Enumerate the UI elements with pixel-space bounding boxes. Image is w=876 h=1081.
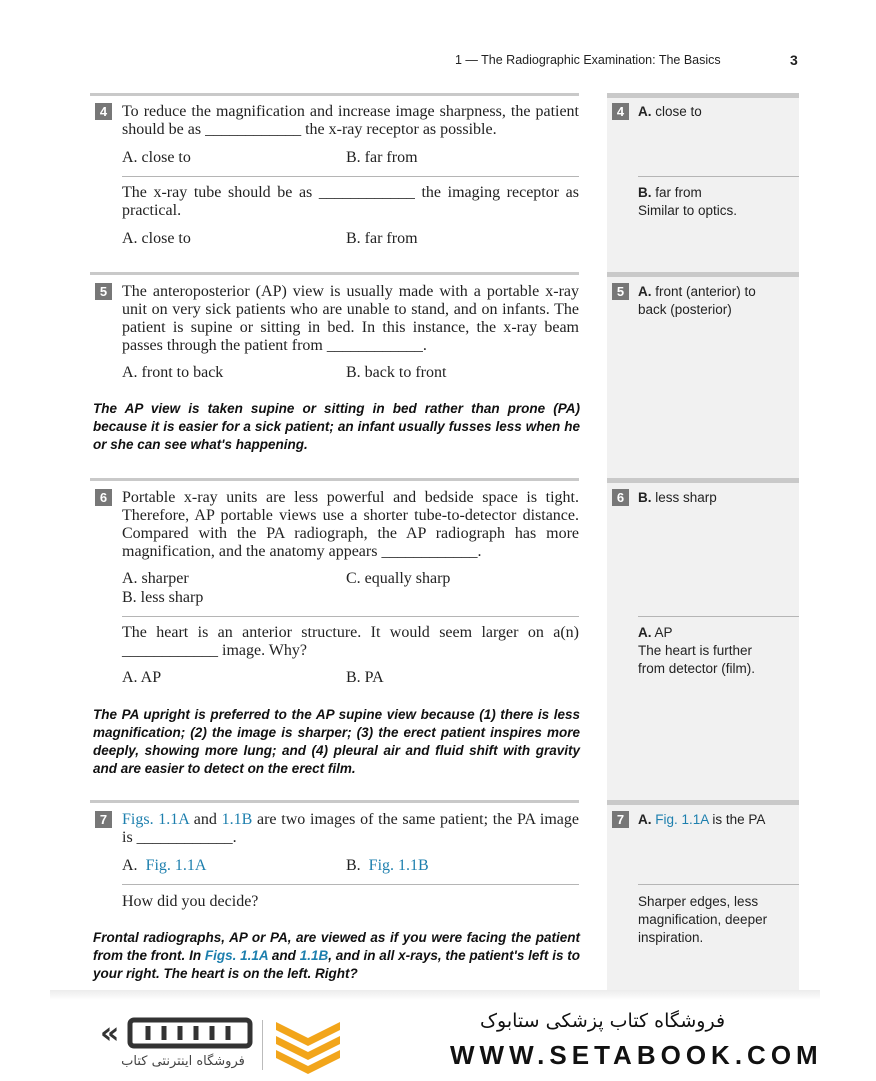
a7-answer-link[interactable]: Fig. 1.1A: [655, 812, 709, 827]
store-name: فروشگاه کتاب پزشکی ستابوک: [480, 1010, 726, 1032]
q6-divider: [122, 616, 579, 617]
q5-stem: The anteroposterior (AP) view is usually made with a portable x-ray unit on very sick patients who are unable to stand, and on infants. The patient is supine or sitting in bed. In this instance, the x-ray beam passes through the patient from ____________.: [122, 283, 579, 354]
a5-answer-text: front (anterior) to back (posterior): [638, 284, 756, 317]
fig-1-1b-link[interactable]: 1.1B: [221, 811, 253, 828]
q5-option-b: B. back to front: [346, 364, 447, 381]
q7-stem-and: and: [188, 811, 222, 828]
a5-top-rule: [607, 272, 799, 277]
a4-answer-2-letter: B.: [638, 185, 652, 200]
q7-explanation-link-a[interactable]: Figs. 1.1A: [204, 948, 269, 963]
answer-column: [607, 93, 799, 993]
q7-explanation-link-b[interactable]: 1.1B: [299, 948, 329, 963]
q4-divider: [122, 176, 579, 177]
q6-2-option-a: A. AP: [122, 669, 162, 686]
q5-number-badge: 5: [95, 283, 112, 300]
q7-option-a-prefix: A.: [122, 857, 146, 874]
q7-option-a-link[interactable]: Fig. 1.1A: [145, 857, 207, 874]
a7-top-rule: [607, 800, 799, 805]
a4-answer-2-text: far from: [651, 185, 702, 200]
q4-2-option-a: A. close to: [122, 230, 191, 247]
q7-explanation-2: , and in all x-rays, the patient's left is to your right. The heart is on the left. Right?: [93, 948, 580, 981]
a4-answer-2: [638, 184, 702, 202]
q6-2-option-b: B. PA: [346, 669, 384, 686]
q4-option-a: A. close to: [122, 149, 191, 166]
a6-divider: [638, 616, 799, 617]
q5-option-a: A. front to back: [122, 364, 224, 381]
a7-number-badge: 7: [612, 811, 629, 828]
q7-explanation-1: Frontal radiographs, AP or PA, are viewed as if you were facing the patient from the front. In: [93, 930, 580, 963]
q5-explanation: The AP view is taken supine or sitting in bed rather than prone (PA) because it is easier for a sick patient; an infant usually fusses less when he or she can see what's happening.: [93, 401, 580, 452]
q6-stem-2: The heart is an anterior structure. It would seem larger on a(n) ____________ image. Why?: [122, 624, 579, 659]
q7-option-b: [346, 857, 429, 875]
q4-option-b: B. far from: [346, 149, 418, 166]
a6-answer-2-letter: A.: [638, 625, 652, 640]
a6-answer-1: [638, 489, 717, 507]
a7-answer-2-note: Sharper edges, less magnification, deeper inspiration.: [638, 894, 768, 945]
a7-answer-letter: A.: [638, 812, 652, 827]
a4-answer-2-note: Similar to optics.: [638, 203, 738, 218]
a4-divider: [638, 176, 799, 177]
a4-answer-1-letter: A.: [638, 104, 652, 119]
a6-top-rule: [607, 478, 799, 483]
fig-1-1a-link[interactable]: Figs. 1.1A: [122, 811, 189, 828]
q4-stem-2: The x-ray tube should be as ____________ the imaging receptor as practical.: [122, 184, 579, 219]
a4-answer-1-text: close to: [651, 104, 702, 119]
svg-text:«: «: [100, 1016, 120, 1051]
a6-answer-1-text: less sharp: [651, 490, 717, 505]
a4-answer-1: [638, 103, 702, 121]
q4-top-rule: [90, 93, 579, 96]
q4-2-option-b: B. far from: [346, 230, 418, 247]
setabook-logo-subtitle: فروشگاه اینترنتی کتاب: [121, 1054, 245, 1069]
q7-option-b-link[interactable]: Fig. 1.1B: [368, 857, 429, 874]
q4-number-badge: 4: [95, 103, 112, 120]
a7-divider: [638, 884, 799, 885]
a6-answer-2-note: The heart is further from detector (film).: [638, 643, 756, 676]
a5-number-badge: 5: [612, 283, 629, 300]
q7-explanation-and: and: [268, 948, 300, 963]
footer-shadow: [50, 990, 820, 1000]
a7-answer: [638, 811, 765, 829]
q7-number-badge: 7: [95, 811, 112, 828]
a6-answer-2: [638, 624, 673, 642]
book-stack-icon: [272, 1012, 344, 1074]
q5-top-rule: [90, 272, 579, 275]
q4-stem: To reduce the magnification and increase image sharpness, the patient should be as ____________ the x-ray receptor as possible.: [122, 103, 579, 138]
q6-option-c: C. equally sharp: [346, 570, 451, 587]
q7-option-a: [122, 857, 206, 875]
q6-explanation: The PA upright is preferred to the AP supine view because (1) there is less magnification; (2) the image is sharper; (3) the erect patient inspires more deeply, showing more lung; and (4) pleural air and fluid shift with gravity and are easier to detect on the erect film.: [93, 707, 580, 776]
a7-answer-rest: is the PA: [708, 812, 766, 827]
a5-answer-letter: A.: [638, 284, 652, 299]
logo-separator: [262, 1020, 263, 1070]
a6-number-badge: 6: [612, 489, 629, 506]
q7-stem: [122, 811, 579, 847]
a6-answer-2-text: AP: [651, 625, 673, 640]
page-number: 3: [790, 52, 798, 68]
a4-top-rule: [607, 93, 799, 98]
q7-top-rule: [90, 800, 579, 803]
q6-option-b: B. less sharp: [122, 589, 204, 606]
setabook-logo: [88, 1012, 258, 1076]
q7-option-b-prefix: B.: [346, 857, 369, 874]
q6-option-a: A. sharper: [122, 570, 189, 587]
q7-divider: [122, 884, 579, 885]
a5-answer: [638, 283, 788, 319]
a4-number-badge: 4: [612, 103, 629, 120]
q6-number-badge: 6: [95, 489, 112, 506]
q6-stem: Portable x-ray units are less powerful and bedside space is tight. Therefore, AP portable views use a shorter tube-to-detector distance. Compared with the PA radiograph, the AP radiograph has more magnification, and the anatomy appears ____________.: [122, 489, 579, 560]
q7-stem-rest: are two images of the same patient; the PA image is ____________.: [122, 811, 579, 846]
q6-top-rule: [90, 478, 579, 481]
q7-explanation: [93, 929, 580, 983]
store-url[interactable]: WWW.SETABOOK.COM: [450, 1040, 823, 1070]
running-header: 1 — The Radiographic Examination: The Basics: [455, 53, 721, 67]
q7-stem-2: How did you decide?: [122, 893, 259, 910]
a6-answer-1-letter: B.: [638, 490, 652, 505]
